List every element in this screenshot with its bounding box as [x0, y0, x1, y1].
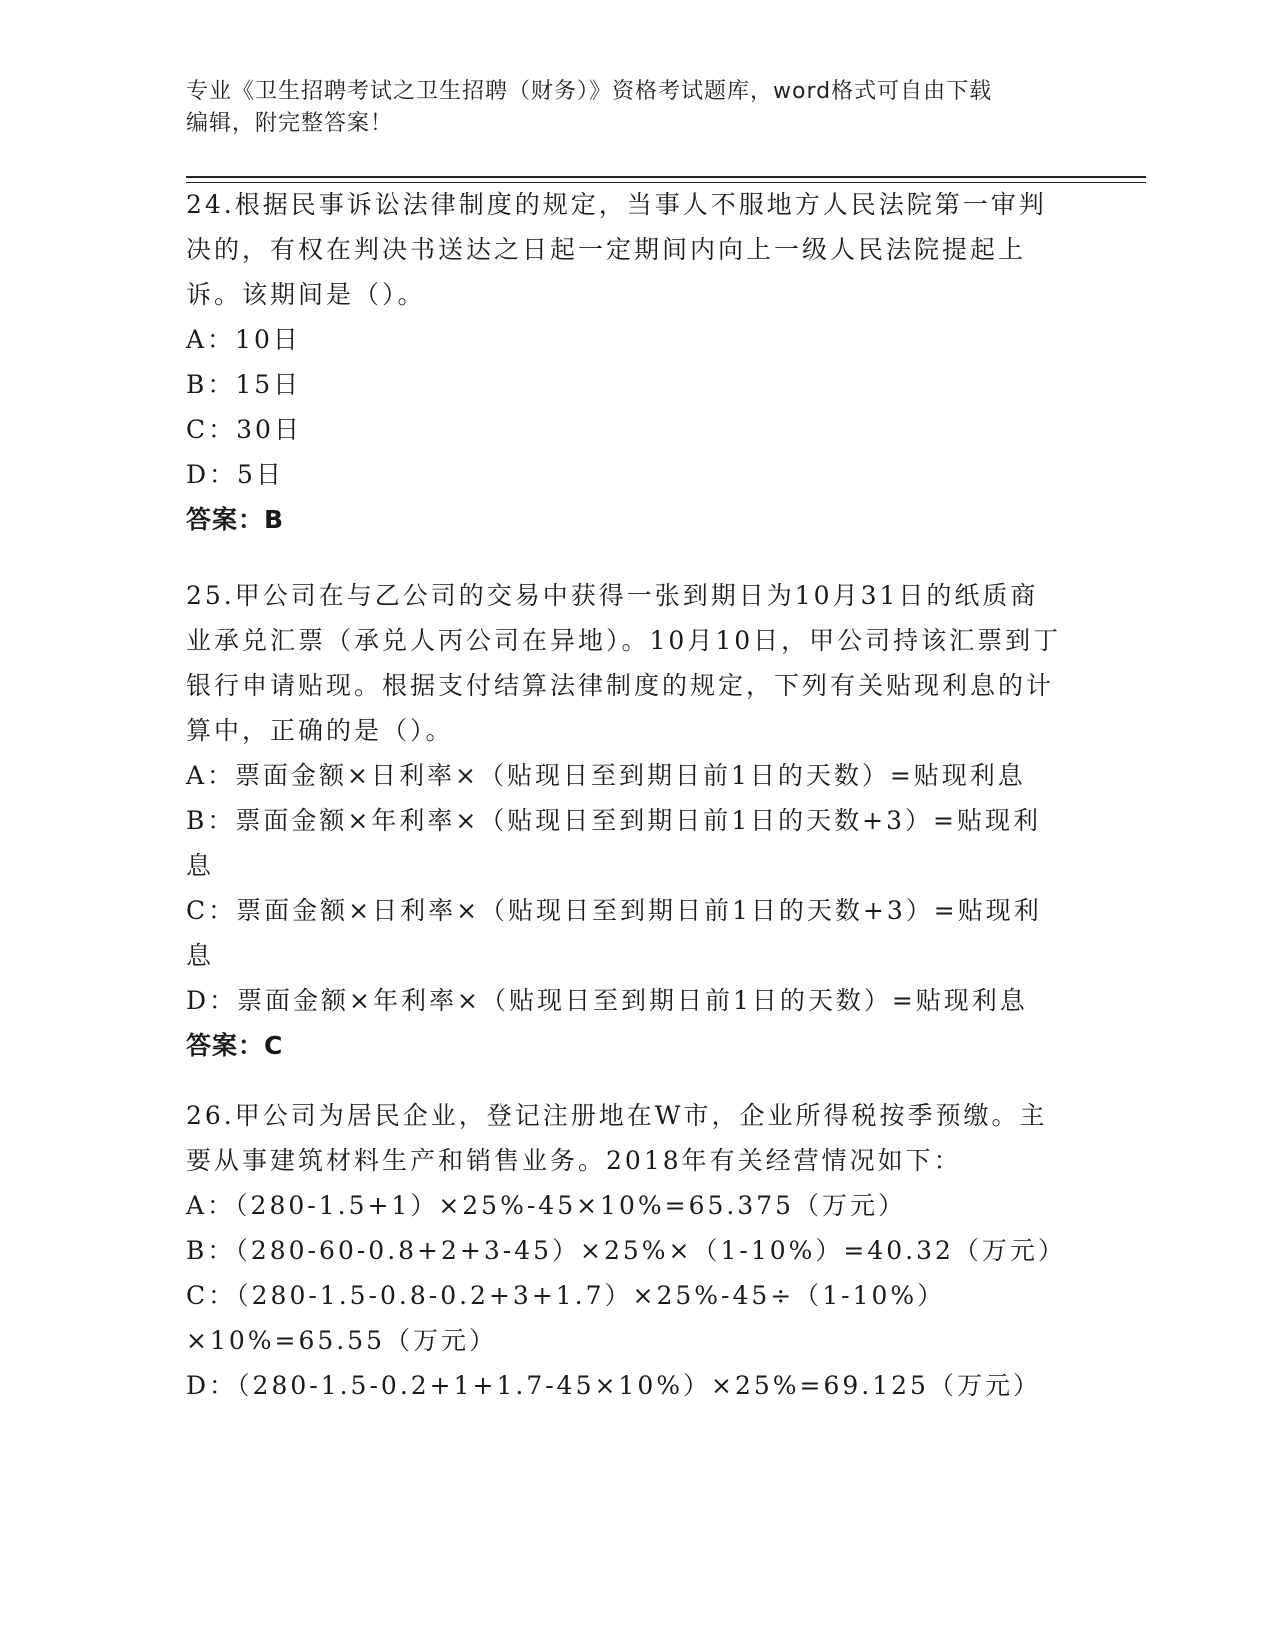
header-line-1: 专业《卫生招聘考试之卫生招聘（财务）》资格考试题库，word格式可自由下载 [186, 79, 993, 104]
document-header [186, 76, 1086, 140]
header-line-2: 编辑，附完整答案！ [186, 111, 394, 136]
answer: 答案：C [186, 1031, 284, 1060]
question-stem: 25.甲公司在与乙公司的交易中获得一张到期日为10月31日的纸质商业承兑汇票（承兑人丙公司在异地）。10月10日，甲公司持该汇票到丁银行申请贴现。根据支付结算法律制度的规定，下列有关贴现利息的计算中，正确的是（）。 [186, 581, 1062, 745]
header-divider-thick [186, 176, 1146, 178]
option-b: B：15日 [186, 370, 302, 399]
option-b: B：票面金额×年利率×（贴现日至到期日前1日的天数+3）=贴现利息 [186, 806, 1041, 880]
question-stem: 24.根据民事诉讼法律制度的规定，当事人不服地方人民法院第一审判决的，有权在判决书送达之日起一定期间内向上一级人民法院提起上诉。该期间是（）。 [186, 190, 1047, 309]
question-stem: 26.甲公司为居民企业，登记注册地在W市，企业所得税按季预缴。主要从事建筑材料生产和销售业务。2018年有关经营情况如下： [186, 1101, 1048, 1175]
question-25 [186, 573, 1066, 1068]
option-d: D：（280-1.5-0.2+1+1.7-45×10%）×25%=69.125（万元） [186, 1371, 1041, 1400]
option-c: C：（280-1.5-0.8-0.2+3+1.7）×25%-45÷（1-10%）×10%=65.55（万元） [186, 1281, 946, 1355]
answer: 答案：B [186, 505, 285, 534]
option-a: A：票面金额×日利率×（贴现日至到期日前1日的天数）=贴现利息 [186, 761, 1026, 790]
option-d: D：5日 [186, 460, 284, 489]
option-a: A：（280-1.5+1）×25%-45×10%=65.375（万元） [186, 1191, 907, 1220]
option-d: D：票面金额×年利率×（贴现日至到期日前1日的天数）=贴现利息 [186, 986, 1028, 1015]
option-b: B：（280-60-0.8+2+3-45）×25%×（1-10%）=40.32（万元） [186, 1236, 1066, 1265]
option-c: C：票面金额×日利率×（贴现日至到期日前1日的天数+3）=贴现利息 [186, 896, 1042, 970]
option-c: C：30日 [186, 415, 302, 444]
question-24 [186, 182, 1066, 542]
option-a: A：10日 [186, 325, 301, 354]
question-26 [186, 1093, 1066, 1408]
